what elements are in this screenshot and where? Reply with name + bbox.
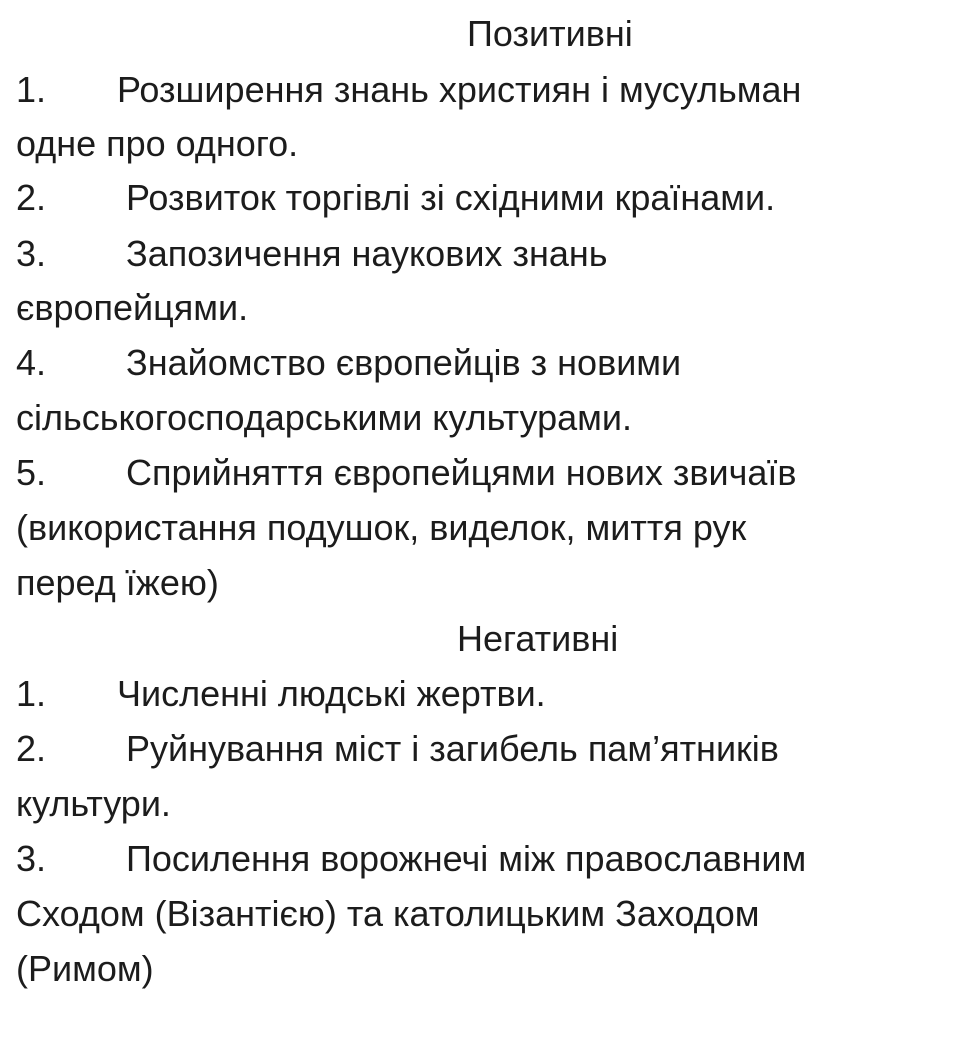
positive-item-4-cont: сільськогосподарськими культурами.	[16, 397, 633, 438]
positive-item-4	[16, 343, 681, 383]
item-text: Руйнування міст і загибель пам’ятників	[126, 728, 779, 769]
positive-item-3	[16, 234, 607, 274]
positive-item-3-cont: європейцями.	[16, 287, 249, 328]
item-text: Розвиток торгівлі зі східними країнами.	[126, 177, 776, 218]
item-number: 2.	[16, 728, 47, 769]
negative-item-3-cont2: (Римом)	[16, 948, 154, 989]
item-text: Сприйняття європейцями нових звичаїв	[126, 452, 797, 493]
item-text: Запозичення наукових знань	[126, 233, 608, 274]
item-text: Численні людські жертви.	[117, 673, 546, 714]
positive-heading: Позитивні	[467, 13, 633, 54]
positive-item-5-cont2: перед їжею)	[16, 562, 219, 603]
positive-item-2	[16, 178, 775, 218]
item-number: 5.	[16, 452, 47, 493]
item-number: 3.	[16, 233, 47, 274]
negative-item-3-cont: Сходом (Візантією) та католицьким Заходом	[16, 893, 760, 934]
negative-item-2-cont: культури.	[16, 783, 171, 824]
positive-item-1-cont: одне про одного.	[16, 123, 299, 164]
positive-item-5	[16, 453, 797, 493]
positive-item-5-cont: (використання подушок, виделок, миття рук	[16, 507, 747, 548]
negative-heading: Негативні	[457, 618, 619, 659]
item-text: Знайомство європейців з новими	[126, 342, 682, 383]
negative-item-2	[16, 729, 779, 769]
positive-item-1	[16, 70, 801, 110]
item-number: 3.	[16, 838, 47, 879]
item-number: 1.	[16, 69, 47, 110]
item-text: Розширення знань християн і мусульман	[117, 69, 802, 110]
item-text: Посилення ворожнечі між православним	[126, 838, 807, 879]
item-number: 2.	[16, 177, 47, 218]
negative-item-3	[16, 839, 806, 879]
item-number: 1.	[16, 673, 47, 714]
negative-item-1	[16, 674, 546, 714]
item-number: 4.	[16, 342, 47, 383]
